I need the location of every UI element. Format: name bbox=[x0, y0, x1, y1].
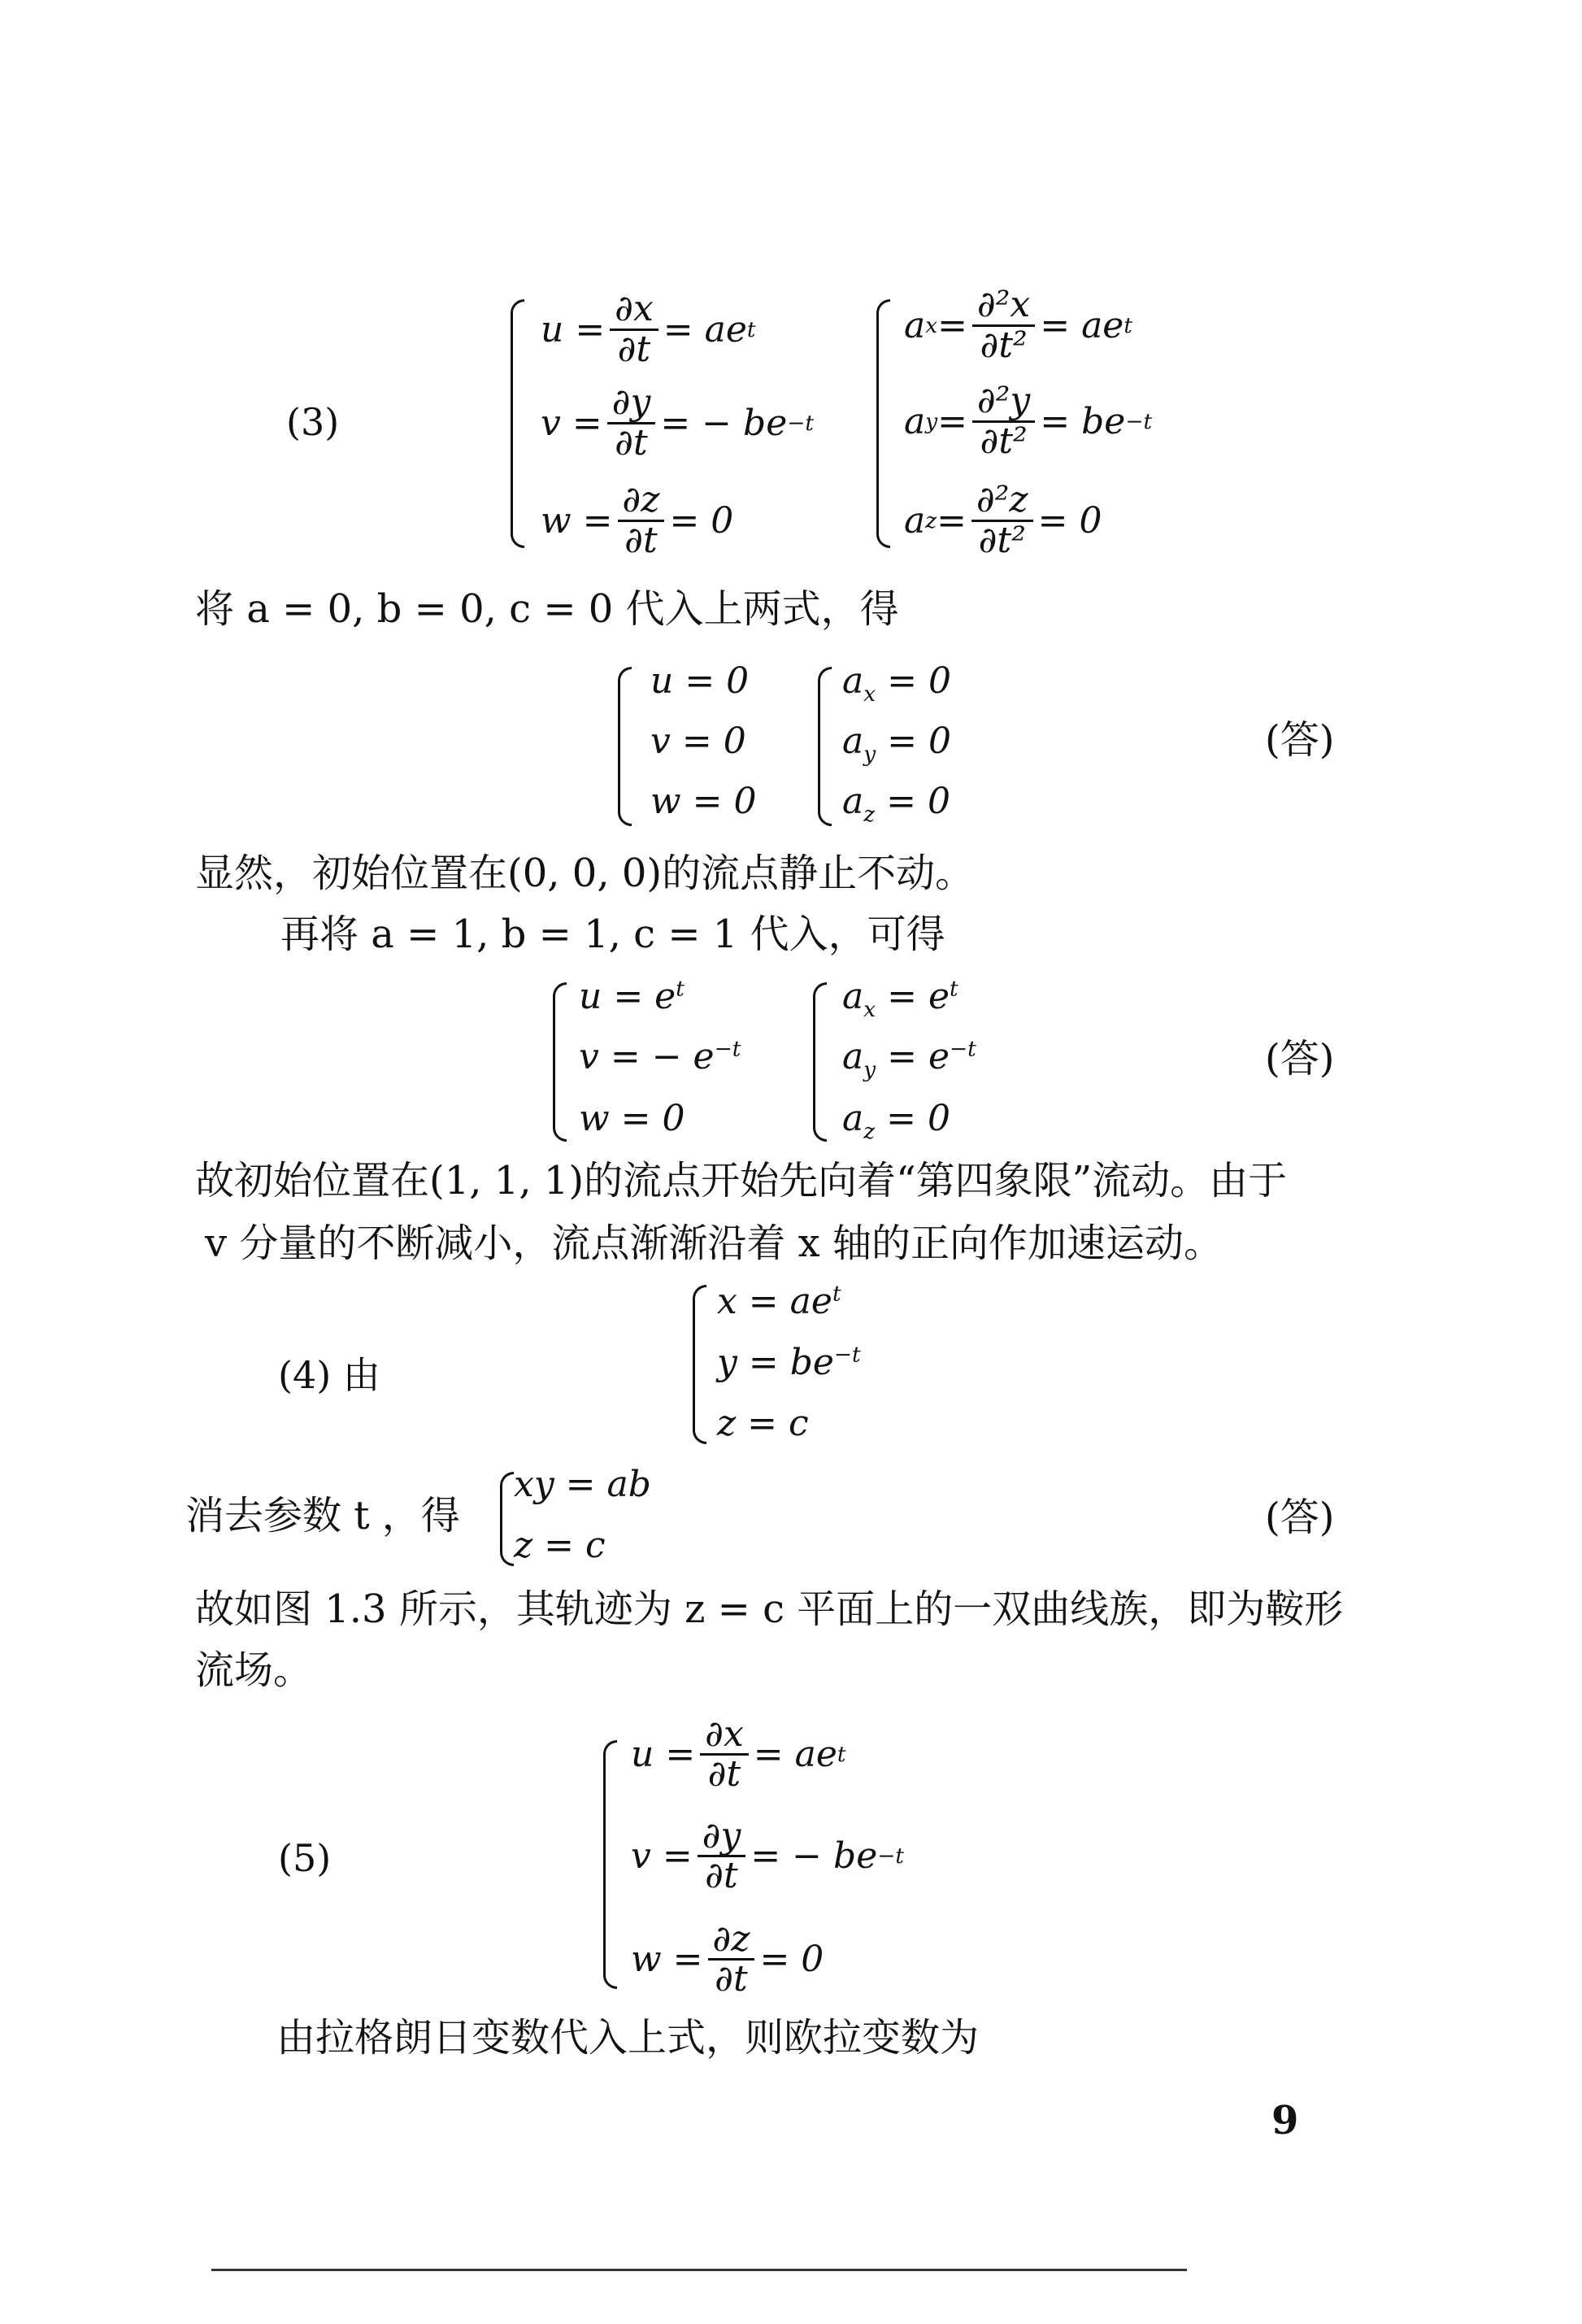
symbol: a bbox=[842, 781, 864, 822]
numerator: ∂z bbox=[708, 1921, 755, 1961]
text-line: 由拉格朗日变数代入上式，则欧拉变数为 bbox=[276, 2015, 980, 2061]
symbol: a bbox=[842, 1098, 864, 1139]
denominator: ∂t² bbox=[980, 324, 1028, 366]
elim-eq-1: xy = ab bbox=[514, 1464, 651, 1505]
exponent: −t bbox=[714, 1036, 741, 1062]
value: = e bbox=[876, 1036, 950, 1077]
exponent: −t bbox=[877, 1843, 904, 1869]
left-brace bbox=[693, 1285, 706, 1444]
symbol: a bbox=[842, 976, 864, 1017]
denominator: ∂t bbox=[705, 1855, 738, 1896]
answer-mark: (答) bbox=[1265, 717, 1335, 763]
eq-rhs: = ae bbox=[753, 1734, 837, 1775]
equation-ay bbox=[904, 376, 1152, 466]
text-line: 故初始位置在(1, 1, 1)的流点开始先向着“第四象限”流动。由于 bbox=[195, 1158, 1288, 1203]
eq-sign: = bbox=[937, 499, 967, 542]
eq-lhs: a bbox=[904, 499, 926, 542]
eq-rhs: = − be bbox=[750, 1835, 878, 1877]
denominator: ∂t bbox=[624, 519, 658, 561]
eq-lhs: v = bbox=[541, 402, 602, 444]
subscript: z bbox=[863, 801, 876, 827]
subscript: x bbox=[863, 996, 876, 1022]
exponent: −t bbox=[1125, 408, 1153, 434]
expression: v = − e bbox=[579, 1036, 715, 1077]
denominator: ∂t² bbox=[980, 420, 1028, 462]
fraction bbox=[708, 1917, 755, 2000]
text-line: v 分量的不断减小，流点渐渐沿着 x 轴的正向作加速运动。 bbox=[205, 1221, 1223, 1266]
expression: w = 0 bbox=[579, 1098, 685, 1139]
sys1-right-1 bbox=[842, 660, 951, 707]
text-line: 故如图 1.3 所示，其轨迹为 z = c 平面上的一双曲线族，即为鞍形 bbox=[195, 1586, 1344, 1632]
expression: z = c bbox=[717, 1403, 809, 1444]
sys1-right-3 bbox=[842, 781, 950, 827]
sys1-left-1: u = 0 bbox=[650, 660, 750, 702]
subscript: y bbox=[925, 408, 938, 434]
equation-v bbox=[631, 1809, 904, 1903]
eq-rhs: = ae bbox=[1040, 304, 1124, 346]
sys1-right-2 bbox=[842, 720, 951, 767]
left-brace bbox=[553, 982, 567, 1142]
text-line: 流场。 bbox=[195, 1647, 313, 1693]
left-brace bbox=[876, 299, 890, 548]
eq-lhs: u = bbox=[541, 308, 606, 350]
left-brace bbox=[500, 1472, 514, 1566]
text-line: 消去参数 t ，得 bbox=[185, 1493, 460, 1538]
numerator: ∂²y bbox=[972, 382, 1035, 422]
fraction bbox=[972, 380, 1035, 462]
answer-mark: (答) bbox=[1265, 1495, 1335, 1540]
exponent: t bbox=[1123, 312, 1132, 338]
exponent: t bbox=[676, 976, 685, 1002]
equation-v bbox=[541, 378, 814, 468]
sys2-left-2 bbox=[579, 1036, 741, 1077]
eq-lhs: a bbox=[904, 400, 926, 442]
numerator: ∂x bbox=[700, 1716, 749, 1756]
eq-rhs: = 0 bbox=[759, 1939, 824, 1980]
sys2-right-2 bbox=[842, 1036, 976, 1082]
left-brace bbox=[511, 299, 524, 548]
equation-w bbox=[631, 1913, 824, 2006]
part4-eq-2 bbox=[717, 1342, 861, 1383]
value: = 0 bbox=[875, 781, 950, 822]
value: = e bbox=[876, 976, 950, 1017]
exponent: t bbox=[837, 1742, 846, 1767]
subscript: x bbox=[925, 312, 938, 338]
exponent: t bbox=[746, 316, 756, 342]
elim-eq-2: z = c bbox=[514, 1525, 606, 1566]
fraction bbox=[700, 1713, 749, 1795]
numerator: ∂x bbox=[610, 290, 658, 330]
fraction bbox=[698, 1814, 746, 1896]
eq-lhs: a bbox=[904, 304, 926, 346]
subscript: y bbox=[863, 1056, 876, 1082]
value: = 0 bbox=[876, 720, 951, 762]
numerator: ∂²z bbox=[971, 481, 1033, 521]
eq-rhs: = be bbox=[1040, 400, 1126, 442]
eq-lhs: v = bbox=[631, 1835, 693, 1877]
equation-w bbox=[541, 476, 733, 565]
equation-u bbox=[631, 1708, 846, 1801]
fraction bbox=[618, 481, 665, 559]
denominator: ∂t² bbox=[978, 519, 1026, 561]
answer-mark: (答) bbox=[1265, 1036, 1335, 1081]
eq-rhs: = ae bbox=[663, 308, 747, 350]
numerator: ∂y bbox=[607, 384, 656, 424]
text-line: 显然，初始位置在(0, 0, 0)的流点静止不动。 bbox=[195, 851, 975, 896]
equation-az bbox=[904, 476, 1102, 565]
eq-rhs: = 0 bbox=[669, 499, 734, 542]
eq-sign: = bbox=[937, 400, 968, 442]
part4-eq-3 bbox=[717, 1403, 809, 1444]
exponent: t bbox=[950, 976, 958, 1002]
text-line: 再将 a = 1, b = 1, c = 1 代入，可得 bbox=[280, 912, 945, 957]
eq-rhs: = 0 bbox=[1037, 499, 1102, 542]
sys2-right-1 bbox=[842, 976, 958, 1022]
exponent: −t bbox=[950, 1036, 976, 1062]
exponent: t bbox=[832, 1281, 841, 1307]
exponent: −t bbox=[787, 410, 814, 436]
text-line: 将 a = 0, b = 0, c = 0 代入上两式，得 bbox=[195, 586, 899, 632]
denominator: ∂t bbox=[715, 1958, 748, 2000]
sys2-right-3 bbox=[842, 1098, 950, 1144]
fraction bbox=[607, 381, 656, 463]
sys1-left-3: w = 0 bbox=[650, 781, 757, 822]
eq-lhs: w = bbox=[541, 499, 613, 542]
numerator: ∂z bbox=[618, 481, 665, 521]
symbol: a bbox=[842, 720, 864, 762]
subscript: z bbox=[863, 1118, 876, 1144]
part4-eq-1 bbox=[717, 1281, 841, 1322]
denominator: ∂t bbox=[707, 1753, 741, 1795]
fraction bbox=[971, 481, 1033, 559]
equation-u bbox=[541, 285, 756, 374]
subscript: y bbox=[863, 741, 876, 767]
sys2-left-1 bbox=[579, 976, 685, 1017]
left-brace bbox=[813, 982, 827, 1142]
value: = 0 bbox=[876, 660, 951, 702]
page-number: 9 bbox=[1271, 2098, 1299, 2143]
expression: u = e bbox=[579, 976, 676, 1017]
part-4-label: (4) 由 bbox=[278, 1353, 380, 1397]
eq-sign: = bbox=[937, 304, 967, 346]
expression: y = be bbox=[717, 1342, 834, 1383]
equation-ax bbox=[904, 281, 1132, 370]
subscript: z bbox=[925, 507, 937, 533]
denominator: ∂t bbox=[617, 328, 651, 370]
fraction bbox=[972, 284, 1035, 366]
fraction bbox=[610, 290, 658, 368]
part-5-label: (5) bbox=[278, 1836, 332, 1880]
numerator: ∂y bbox=[698, 1817, 746, 1857]
value: = 0 bbox=[875, 1098, 950, 1139]
exponent: −t bbox=[833, 1342, 861, 1368]
left-brace bbox=[618, 667, 632, 826]
denominator: ∂t bbox=[615, 421, 648, 463]
subscript: x bbox=[863, 681, 876, 707]
symbol: a bbox=[842, 660, 864, 702]
sys2-left-3 bbox=[579, 1098, 685, 1139]
sys1-left-2: v = 0 bbox=[650, 720, 746, 762]
expression: x = ae bbox=[717, 1281, 832, 1322]
symbol: a bbox=[842, 1036, 864, 1077]
part-3-label: (3) bbox=[286, 400, 340, 444]
numerator: ∂²x bbox=[972, 286, 1035, 326]
left-brace bbox=[818, 667, 832, 826]
eq-rhs: = − be bbox=[660, 402, 788, 444]
eq-lhs: u = bbox=[631, 1734, 696, 1775]
eq-lhs: w = bbox=[631, 1939, 703, 1980]
left-brace bbox=[603, 1740, 617, 1989]
footer-rule bbox=[211, 2269, 1187, 2271]
